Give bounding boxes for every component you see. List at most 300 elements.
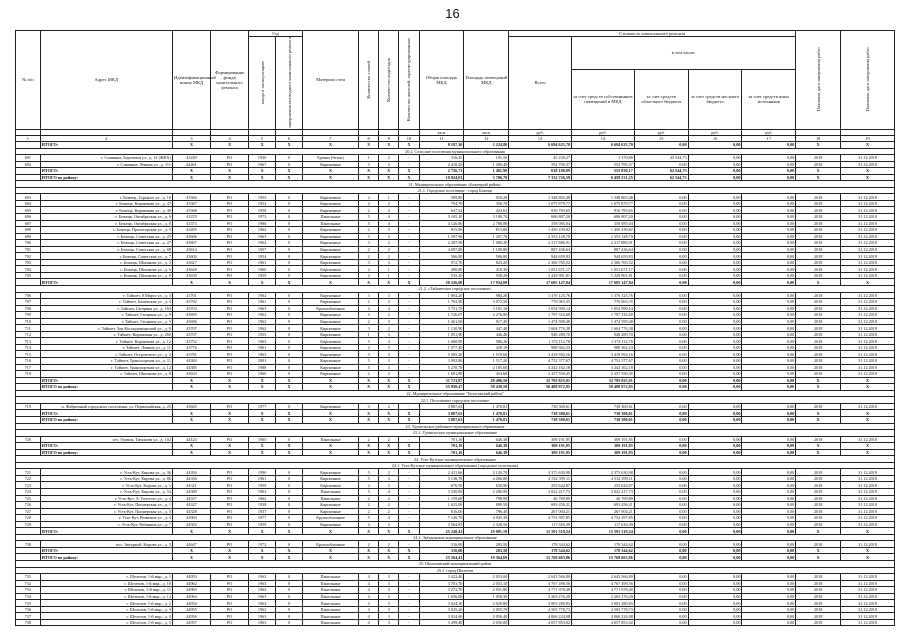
table-cell: 44953	[172, 574, 210, 581]
table-cell: 770 063,35	[572, 299, 635, 306]
table-cell: 0,00	[634, 488, 688, 495]
table-cell: 4 532 399,11	[509, 475, 572, 482]
table-cell: 0,00	[688, 168, 742, 175]
table-cell: 0,00	[688, 318, 742, 325]
table-cell: 1 763,90	[419, 299, 464, 306]
table-cell: 730	[16, 541, 41, 548]
table-cell: 1961	[249, 475, 276, 482]
table-cell: 4 771 978,40	[572, 587, 635, 594]
table-cell: -	[399, 220, 419, 227]
table-cell: 916,28	[464, 194, 509, 201]
table-cell: г. Шелехов, 1-й мкр., д. 4	[40, 613, 172, 620]
table-cell: -	[399, 266, 419, 273]
table-cell: 701,16	[419, 443, 464, 450]
table-cell: 31.12.2018	[841, 436, 895, 443]
table-cell: X	[302, 528, 358, 535]
table-cell: X	[841, 547, 895, 554]
table-cell: 0,00	[688, 200, 742, 207]
table-cell: 0,00	[688, 351, 742, 358]
table-cell: 309 191,85	[509, 443, 572, 450]
table-cell: X	[796, 554, 841, 561]
table-cell: 706	[16, 292, 41, 299]
table-cell: 0	[276, 613, 303, 620]
table-cell: 917,20	[464, 318, 509, 325]
table-cell: 0,00	[634, 377, 688, 384]
table-cell: 736	[16, 606, 41, 613]
table-cell: 0,00	[688, 600, 742, 607]
table-cell: -	[399, 299, 419, 306]
table-cell: 0	[276, 344, 303, 351]
table-cell: 0	[276, 272, 303, 279]
table-cell: 0,00	[688, 344, 742, 351]
table-cell: X	[399, 168, 419, 175]
table-cell: 2 120,70	[464, 469, 509, 476]
table-cell: ИТОГО:	[40, 141, 172, 148]
table-cell: -	[399, 344, 419, 351]
table-cell: 1967	[249, 161, 276, 168]
table-cell: 6 694 625,70	[509, 141, 572, 148]
table-cell: 1964	[249, 240, 276, 247]
table-cell: РО	[211, 253, 249, 260]
table-cell: г. Усть-Кут, Кирова ул., д. 52	[40, 488, 172, 495]
table-cell: X	[399, 547, 419, 554]
table-cell: 0,00	[688, 515, 742, 522]
table-cell: 693 456,21	[509, 502, 572, 509]
table-cell: 31.12.2018	[841, 246, 895, 253]
table-cell: 0,00	[634, 331, 688, 338]
table-cell: 1963	[249, 351, 276, 358]
table-cell: X	[399, 528, 419, 535]
table-cell: 4	[359, 574, 379, 581]
table-cell: ИТОГО:	[40, 279, 172, 286]
table-cell: X	[841, 279, 895, 286]
table-cell: Кирпичные	[302, 502, 358, 509]
table-cell: 972,70	[419, 259, 464, 266]
table-cell: X	[302, 554, 358, 561]
table-cell: 3	[359, 403, 379, 410]
table-cell: X	[841, 377, 895, 384]
table-cell: 2018	[796, 371, 841, 378]
table-cell: Кирпичные	[302, 475, 358, 482]
table-cell: 0,00	[742, 384, 796, 391]
table-cell: 2 286,90	[464, 488, 509, 495]
table-cell: 5 278,70	[419, 364, 464, 371]
header-year-group: Год	[249, 31, 303, 37]
table-cell: X	[276, 168, 303, 175]
table-cell: -	[399, 593, 419, 600]
table-cell: X	[249, 279, 276, 286]
table-cell: 948 289,70	[572, 331, 635, 338]
table-cell: 0,00	[742, 482, 796, 489]
table-cell: X	[276, 528, 303, 535]
table-cell: X	[211, 279, 249, 286]
table-cell: 2 410,26	[419, 161, 464, 168]
table-cell: 3	[379, 364, 399, 371]
table-cell: 31.12.2018	[841, 325, 895, 332]
table-cell: 0,00	[634, 364, 688, 371]
table-cell: 916 783,65	[572, 207, 635, 214]
table-cell: 0	[276, 220, 303, 227]
table-cell: 2 056,00	[464, 619, 509, 626]
table-cell: 738 300,61	[572, 416, 635, 423]
table-cell: X	[841, 174, 895, 181]
table-cell: 31.12.2018	[841, 305, 895, 312]
table-cell: 1 797 316,60	[572, 312, 635, 319]
table-cell: 948 289,70	[509, 331, 572, 338]
table-cell: Кирпичные	[302, 161, 358, 168]
table-cell: 43606	[172, 233, 210, 240]
table-cell: РО	[211, 227, 249, 234]
table-cell: -	[399, 502, 419, 509]
table-cell: 1963	[249, 580, 276, 587]
table-cell: РО	[211, 613, 249, 620]
table-cell: 1 600,00	[419, 338, 464, 345]
table-cell: 0,00	[742, 371, 796, 378]
table-cell: 1 075 879,77	[509, 200, 572, 207]
table-cell: РО	[211, 200, 249, 207]
table-cell: 4	[359, 587, 379, 594]
table-cell: 3 422,40	[419, 574, 464, 581]
table-cell: 707	[16, 299, 41, 306]
table-cell: X	[379, 416, 399, 423]
table-cell: X	[249, 377, 276, 384]
table-cell: 309 191,85	[572, 436, 635, 443]
table-cell: 4 057 853,02	[509, 619, 572, 626]
table-cell: 738 300,61	[509, 403, 572, 410]
table-cell: 686 807,20	[572, 214, 635, 221]
table-cell: 0,00	[634, 416, 688, 423]
table-cell: 410,30	[464, 266, 509, 273]
table-cell: -	[399, 469, 419, 476]
table-cell: 356,70	[464, 200, 509, 207]
table-cell: X	[796, 416, 841, 423]
table-cell: 686 807,20	[509, 214, 572, 221]
table-cell: X	[172, 377, 210, 384]
table-cell: X	[211, 547, 249, 554]
table-cell: РО	[211, 502, 249, 509]
table-cell: Кирпичные	[302, 318, 358, 325]
table-cell: 0,00	[634, 619, 688, 626]
table-cell: 2018	[796, 593, 841, 600]
table-cell: 178 344,62	[509, 541, 572, 548]
table-cell: 2001	[249, 358, 276, 365]
header-wall-material: Материал стен	[302, 31, 358, 130]
table-cell: 2018	[796, 207, 841, 214]
table-cell: -	[399, 488, 419, 495]
table-cell: 0,00	[688, 194, 742, 201]
table-cell: 3	[359, 325, 379, 332]
table-cell: 31.12.2018	[841, 541, 895, 548]
table-cell: 2018	[796, 200, 841, 207]
table-cell: 2	[379, 403, 399, 410]
table-cell: 0,00	[688, 449, 742, 456]
table-cell: 695	[16, 207, 41, 214]
table-cell: ИТОГО по району:	[40, 449, 172, 456]
table-cell: 2018	[796, 351, 841, 358]
table-cell: X	[276, 554, 303, 561]
table-cell: 2018	[796, 161, 841, 168]
table-cell: 0,00	[634, 266, 688, 273]
table-cell: 5	[359, 364, 379, 371]
table-cell: X	[379, 168, 399, 175]
table-cell: 2	[379, 325, 399, 332]
table-cell: -	[399, 600, 419, 607]
section-title: 25.1. город Шелехов	[16, 567, 895, 574]
table-cell: 1 075 879,77	[572, 200, 635, 207]
table-cell: 0,00	[688, 521, 742, 528]
table-cell: 0,00	[742, 207, 796, 214]
table-cell: 117 616,39	[572, 521, 635, 528]
table-cell: 4 066 224,08	[509, 613, 572, 620]
table-cell: 0,00	[688, 528, 742, 535]
table-cell: г. Славянка, Ленина ул., д. 111	[40, 161, 172, 168]
table-cell: 43367	[172, 200, 210, 207]
table-cell: 2018	[796, 613, 841, 620]
table-cell: 358 085,04	[509, 220, 572, 227]
table-cell: 0,00	[688, 279, 742, 286]
table-cell: X	[172, 384, 210, 391]
table-cell: 43405	[172, 227, 210, 234]
table-cell: X	[379, 141, 399, 148]
table-cell: 2	[359, 299, 379, 306]
table-cell: 2	[379, 371, 399, 378]
table-cell: 31.12.2018	[841, 488, 895, 495]
column-number: 16	[688, 135, 742, 141]
table-cell: 816,00	[419, 508, 464, 515]
table-cell: 1	[359, 155, 379, 162]
table-cell: 2018	[796, 194, 841, 201]
table-cell: РО	[211, 574, 249, 581]
table-cell: 2 055,70	[464, 606, 509, 613]
table-cell: 44357	[172, 495, 210, 502]
table-cell: 2 643 566,89	[509, 574, 572, 581]
table-cell: 713	[16, 338, 41, 345]
table-cell: X	[172, 528, 210, 535]
table-cell: 31.12.2018	[841, 593, 895, 600]
table-cell: -	[399, 574, 419, 581]
table-cell: 0	[276, 214, 303, 221]
table-cell: Кирпичные	[302, 253, 358, 260]
table-cell: 1 681,80	[419, 371, 464, 378]
table-cell: РО	[211, 358, 249, 365]
table-cell: 0,00	[742, 488, 796, 495]
column-number: 18	[796, 135, 841, 141]
table-cell: 0	[276, 331, 303, 338]
table-cell: 191,50	[464, 155, 509, 162]
table-cell: РО	[211, 331, 249, 338]
table-cell: РО	[211, 371, 249, 378]
column-number: 13	[509, 135, 572, 141]
table-cell: 43781	[172, 351, 210, 358]
table-cell: 1 051,90	[419, 331, 464, 338]
table-cell: 2018	[796, 508, 841, 515]
table-cell: 2018	[796, 259, 841, 266]
table-cell: 0,00	[634, 580, 688, 587]
table-cell: 3 701,70	[419, 580, 464, 587]
table-cell: 0,00	[742, 443, 796, 450]
table-cell: 3 706,70	[464, 174, 509, 181]
table-cell: 1 604 776,38	[509, 325, 572, 332]
table-cell: г. Усть-Кут, Кирова ул., д. 86	[40, 475, 172, 482]
table-cell: 0,00	[688, 325, 742, 332]
table-cell: 1959	[249, 521, 276, 528]
table-cell: 0,00	[742, 469, 796, 476]
table-cell: г. Шелехов, 1-й мкр., д. 11	[40, 587, 172, 594]
table-cell: 0	[276, 469, 303, 476]
table-cell: 944 659,83	[509, 253, 572, 260]
table-cell: 2018	[796, 574, 841, 581]
table-cell: 1 374 112,78	[509, 338, 572, 345]
table-cell: -	[399, 292, 419, 299]
table-cell: -	[399, 371, 419, 378]
table-cell: 31.12.2018	[841, 200, 895, 207]
table-cell: 0,00	[634, 600, 688, 607]
table-cell: -	[399, 325, 419, 332]
table-cell: 0,00	[742, 272, 796, 279]
table-cell: X	[211, 443, 249, 450]
table-cell: 0,00	[634, 502, 688, 509]
table-cell: 734	[16, 593, 41, 600]
table-cell: X	[841, 416, 895, 423]
table-cell: 1962	[249, 574, 276, 581]
table-cell: 31.12.2018	[841, 266, 895, 273]
table-cell: X	[841, 384, 895, 391]
table-cell: 31.12.2018	[841, 214, 895, 221]
table-cell: РО	[211, 495, 249, 502]
table-cell: 43703	[172, 305, 210, 312]
table-cell: 2018	[796, 436, 841, 443]
column-number: 17	[742, 135, 796, 141]
table-cell: 0,00	[742, 344, 796, 351]
table-cell: X	[379, 443, 399, 450]
table-cell: 2	[379, 502, 399, 509]
table-cell: 3	[379, 521, 399, 528]
table-cell: 44328	[172, 508, 210, 515]
table-cell: Кирпичные	[302, 482, 358, 489]
table-cell: РО	[211, 246, 249, 253]
table-cell: 1	[379, 266, 399, 273]
table-cell: 2018	[796, 344, 841, 351]
table-cell: 0	[276, 488, 303, 495]
table-cell: 267 004,21	[509, 508, 572, 515]
table-cell: X	[211, 416, 249, 423]
table-cell: 6 459 531,25	[572, 174, 635, 181]
table-cell: 0,00	[742, 155, 796, 162]
table-cell: 2018	[796, 358, 841, 365]
table-cell: 2	[379, 495, 399, 502]
table-cell: 0	[276, 207, 303, 214]
column-number: 19	[841, 135, 895, 141]
table-cell: X	[796, 443, 841, 450]
table-cell: 4 266,00	[464, 475, 509, 482]
table-cell: 4 097,80	[419, 246, 464, 253]
table-cell: X	[841, 449, 895, 456]
table-cell: 1960	[249, 266, 276, 273]
table-cell: X	[359, 547, 379, 554]
table-cell: 0	[276, 371, 303, 378]
table-cell: г. Шелехов, 1-й мкр., д. 1	[40, 574, 172, 581]
table-cell: 44321	[172, 482, 210, 489]
table-cell: 1 474 599,48	[572, 318, 635, 325]
table-cell: 0,00	[742, 613, 796, 620]
table-cell: 43633	[172, 371, 210, 378]
table-cell: 0,00	[688, 443, 742, 450]
table-cell: -	[399, 515, 419, 522]
table-cell: 43 544,75	[634, 155, 688, 162]
table-cell: X	[359, 141, 379, 148]
table-cell: -	[399, 240, 419, 247]
table-cell: 4	[379, 515, 399, 522]
table-cell: РО	[211, 436, 249, 443]
table-cell: 1 519,60	[464, 351, 509, 358]
table-cell: -	[399, 606, 419, 613]
table-cell: -	[399, 246, 419, 253]
table-cell: 0,00	[634, 574, 688, 581]
table-cell: г. Тайшет, Гагарина ул., д. 163	[40, 305, 172, 312]
table-cell: 701	[16, 246, 41, 253]
table-cell: 3	[379, 292, 399, 299]
table-cell: -	[399, 161, 419, 168]
table-cell: 0,00	[742, 554, 796, 561]
table-cell: X	[249, 528, 276, 535]
table-cell: 17 685 147,84	[572, 279, 635, 286]
table-cell: РО	[211, 292, 249, 299]
table-cell: 691	[16, 155, 41, 162]
table-cell: X	[796, 279, 841, 286]
table-cell: 0,00	[688, 403, 742, 410]
header-cost-regional: за счет средств областного бюджета	[634, 69, 688, 129]
table-cell: 8 197,30	[419, 141, 464, 148]
table-cell: Панельные	[302, 220, 358, 227]
table-cell: Кирпичные	[302, 266, 358, 273]
table-cell: X	[379, 449, 399, 456]
table-cell: 1 376 125,76	[572, 292, 635, 299]
table-cell: г. Славянка, Березовая ул., д. 12 (ЖКХ)	[40, 155, 172, 162]
table-cell: 3 419 592,16	[572, 351, 635, 358]
table-cell: 44957	[172, 619, 210, 626]
table-cell: 699	[16, 233, 41, 240]
table-cell: 0,00	[688, 475, 742, 482]
section-title: 21.1. Городское поселение - город Бежецк	[16, 187, 895, 194]
table-cell: г. Усть-Кут, Кирова ул., д. 1	[40, 482, 172, 489]
table-cell: 0,00	[688, 233, 742, 240]
table-cell: 724	[16, 488, 41, 495]
table-cell: -	[399, 508, 419, 515]
table-cell: 3 330,80	[419, 488, 464, 495]
table-cell: 2 366 765,52	[509, 259, 572, 266]
table-cell: 0,00	[742, 358, 796, 365]
table-cell: 44647	[172, 541, 210, 548]
table-cell: 716	[16, 358, 41, 365]
table-cell: 423,63	[464, 207, 509, 214]
table-cell: 2018	[796, 619, 841, 626]
table-cell: 2	[359, 502, 379, 509]
table-cell: 0	[276, 292, 303, 299]
table-cell: 4 752 397,85	[572, 515, 635, 522]
table-cell: 4 767 498,56	[572, 580, 635, 587]
table-cell: X	[172, 547, 210, 554]
table-cell: 3	[379, 259, 399, 266]
table-cell: X	[276, 384, 303, 391]
table-cell: 2018	[796, 331, 841, 338]
table-cell: 0	[276, 266, 303, 273]
table-cell: 0	[276, 515, 303, 522]
table-cell: г. Тайшет, Ленина ул., д. 11	[40, 344, 172, 351]
table-cell: 0,00	[688, 246, 742, 253]
table-cell: 43776	[172, 344, 210, 351]
table-cell: 737	[16, 613, 41, 620]
table-cell: 0,00	[634, 508, 688, 515]
